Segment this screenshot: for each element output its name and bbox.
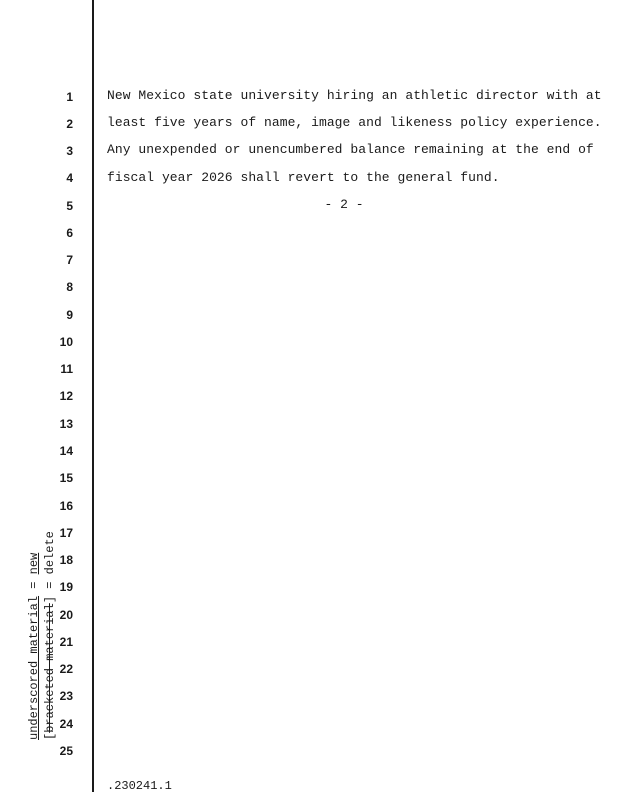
legend-close-bracket: ] — [43, 595, 57, 604]
line-number: 25 — [59, 744, 73, 758]
line-number: 13 — [59, 417, 73, 431]
line-number: 17 — [59, 526, 73, 540]
legend-underscored — [26, 531, 42, 740]
legend-bracketed-term: bracketed material — [43, 603, 57, 733]
line-number: 4 — [66, 171, 73, 185]
line-number: 7 — [66, 253, 73, 267]
line-number: 23 — [59, 689, 73, 703]
legend-underscored-meaning: new — [27, 552, 41, 575]
amendment-legend — [26, 531, 58, 740]
line-number: 9 — [66, 308, 73, 322]
bill-text-line: least five years of name, image and likeness policy experience. — [107, 115, 602, 130]
line-number: 16 — [59, 499, 73, 513]
line-number: 5 — [66, 199, 73, 213]
line-number: 8 — [66, 280, 73, 294]
bill-id: .230241.1 — [107, 779, 172, 793]
line-number: 3 — [66, 144, 73, 158]
line-number: 14 — [59, 444, 73, 458]
line-number: 10 — [59, 335, 73, 349]
legend-equals: = — [43, 574, 57, 596]
line-number: 2 — [66, 117, 73, 131]
bill-text-line: New Mexico state university hiring an athletic director with at — [107, 88, 602, 103]
legend-bracketed — [42, 531, 58, 740]
legend-underscored-term: underscored material — [27, 595, 41, 740]
legend-equals: = — [27, 574, 41, 596]
page-number: - 2 - — [324, 197, 364, 212]
line-number: 12 — [59, 389, 73, 403]
legend-open-bracket: [ — [43, 732, 57, 740]
line-number: 18 — [59, 553, 73, 567]
margin-rule — [92, 0, 94, 792]
line-number: 1 — [66, 90, 73, 104]
bill-text-line: Any unexpended or unencumbered balance remaining at the end of — [107, 142, 594, 157]
bill-text-line: fiscal year 2026 shall revert to the general fund. — [107, 170, 500, 185]
line-number: 24 — [59, 717, 73, 731]
legend-bracketed-meaning: delete — [43, 531, 57, 575]
line-number: 6 — [66, 226, 73, 240]
line-number: 11 — [60, 362, 73, 376]
line-number: 20 — [59, 608, 73, 622]
line-number: 15 — [59, 471, 73, 485]
line-number: 22 — [59, 662, 73, 676]
line-number: 21 — [59, 635, 73, 649]
line-number: 19 — [59, 580, 73, 594]
